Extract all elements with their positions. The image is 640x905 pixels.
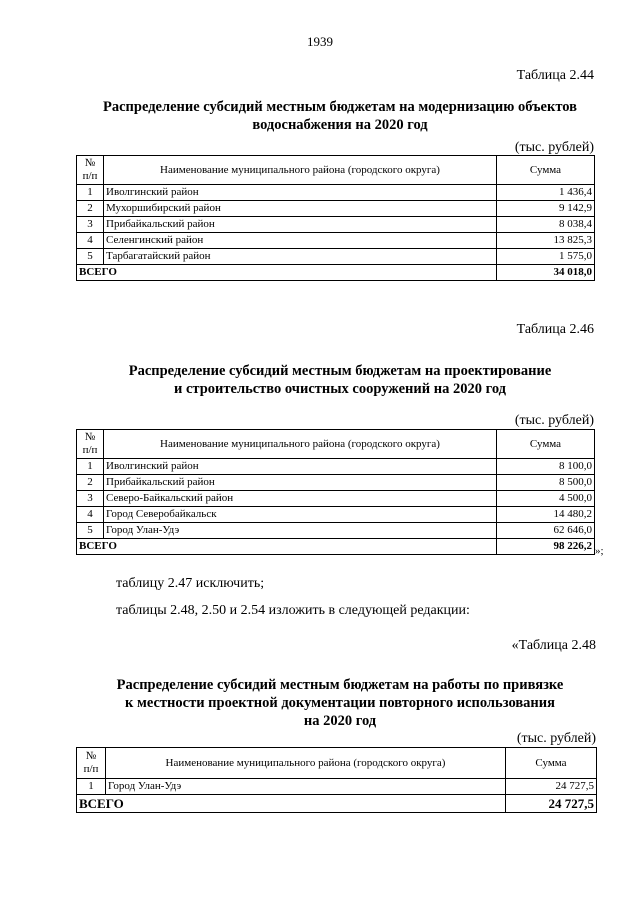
total-sum: 24 727,5 — [506, 795, 597, 813]
closing-quote: »; — [595, 545, 604, 557]
table-row — [77, 779, 597, 795]
title-line: водоснабжения на 2020 год — [252, 117, 428, 133]
total-row — [77, 265, 595, 281]
row-sum: 1 436,4 — [497, 185, 595, 201]
row-number: 3 — [77, 217, 104, 233]
col-number-header-line: № — [84, 157, 96, 169]
row-name: Иволгинский район — [104, 185, 497, 201]
total-label: ВСЕГО — [77, 265, 497, 281]
table-row — [77, 523, 595, 539]
table-header-row — [77, 748, 597, 779]
col-number-header — [77, 430, 104, 459]
col-sum-header: Сумма — [506, 748, 597, 779]
table-title — [60, 676, 620, 730]
table-row — [77, 507, 595, 523]
unit-label: (тыс. рублей) — [514, 413, 594, 428]
row-name: Селенгинский район — [104, 233, 497, 249]
table-title — [60, 98, 620, 134]
row-sum: 4 500,0 — [497, 491, 595, 507]
total-sum: 98 226,2 — [497, 539, 595, 555]
table-row — [77, 459, 595, 475]
col-number-header-line: п/п — [82, 170, 98, 182]
row-name: Мухоршибирский район — [104, 201, 497, 217]
table-row — [77, 491, 595, 507]
total-label: ВСЕГО — [77, 795, 506, 813]
data-table — [76, 155, 595, 281]
table-label: Таблица 2.44 — [516, 68, 594, 83]
row-name: Город Улан-Удэ — [104, 523, 497, 539]
col-number-header-line: № — [85, 750, 97, 762]
row-name: Прибайкальский район — [104, 475, 497, 491]
col-name-header: Наименование муниципального района (городского округа) — [106, 748, 506, 779]
data-table — [76, 747, 597, 813]
row-number: 5 — [77, 249, 104, 265]
paragraph: таблицы 2.48, 2.50 и 2.54 изложить в следующей редакции: — [116, 603, 470, 618]
row-sum: 62 646,0 — [497, 523, 595, 539]
row-name: Город Улан-Удэ — [106, 779, 506, 795]
unit-label: (тыс. рублей) — [514, 140, 594, 155]
col-name-header: Наименование муниципального района (городского округа) — [104, 430, 497, 459]
table-row — [77, 249, 595, 265]
total-row — [77, 539, 595, 555]
row-name: Прибайкальский район — [104, 217, 497, 233]
table-row — [77, 233, 595, 249]
row-number: 1 — [77, 459, 104, 475]
col-name-header: Наименование муниципального района (городского округа) — [104, 156, 497, 185]
total-sum: 34 018,0 — [497, 265, 595, 281]
row-sum: 13 825,3 — [497, 233, 595, 249]
row-number: 2 — [77, 475, 104, 491]
title-line: Распределение субсидий местным бюджетам на работы по привязке — [116, 677, 564, 693]
row-number: 1 — [77, 779, 106, 795]
table-label: «Таблица 2.48 — [511, 638, 596, 653]
row-number: 1 — [77, 185, 104, 201]
row-number: 4 — [77, 507, 104, 523]
row-number: 4 — [77, 233, 104, 249]
row-sum: 8 038,4 — [497, 217, 595, 233]
table-row — [77, 201, 595, 217]
col-number-header — [77, 748, 106, 779]
paragraph: таблицу 2.47 исключить; — [116, 576, 265, 591]
table-row — [77, 217, 595, 233]
col-number-header-line: п/п — [82, 444, 98, 456]
table-row — [77, 185, 595, 201]
unit-label: (тыс. рублей) — [516, 731, 596, 746]
table-header-row — [77, 156, 595, 185]
row-number: 5 — [77, 523, 104, 539]
row-sum: 9 142,9 — [497, 201, 595, 217]
row-number: 2 — [77, 201, 104, 217]
col-number-header-line: п/п — [83, 763, 99, 775]
title-line: на 2020 год — [303, 713, 377, 729]
title-line: Распределение субсидий местным бюджетам на проектирование — [128, 363, 552, 379]
row-sum: 8 100,0 — [497, 459, 595, 475]
page-number: 1939 — [307, 34, 333, 49]
col-number-header — [77, 156, 104, 185]
row-sum: 1 575,0 — [497, 249, 595, 265]
data-table — [76, 429, 595, 555]
title-line: и строительство очистных сооружений на 2020 год — [174, 381, 506, 397]
row-name: Северо-Байкальский район — [104, 491, 497, 507]
row-name: Иволгинский район — [104, 459, 497, 475]
title-line: Распределение субсидий местным бюджетам на модернизацию объектов — [102, 99, 578, 115]
total-row — [77, 795, 597, 813]
row-number: 3 — [77, 491, 104, 507]
col-sum-header: Сумма — [497, 430, 595, 459]
row-sum: 24 727,5 — [506, 779, 597, 795]
col-number-header-line: № — [84, 431, 96, 443]
col-sum-header: Сумма — [497, 156, 595, 185]
row-name: Город Северобайкальск — [104, 507, 497, 523]
table-header-row — [77, 430, 595, 459]
row-sum: 14 480,2 — [497, 507, 595, 523]
table-label: Таблица 2.46 — [516, 322, 594, 337]
row-sum: 8 500,0 — [497, 475, 595, 491]
title-line: к местности проектной документации повторного использования — [125, 695, 555, 711]
table-title — [60, 362, 620, 398]
table-row — [77, 475, 595, 491]
total-label: ВСЕГО — [77, 539, 497, 555]
row-name: Тарбагатайский район — [104, 249, 497, 265]
